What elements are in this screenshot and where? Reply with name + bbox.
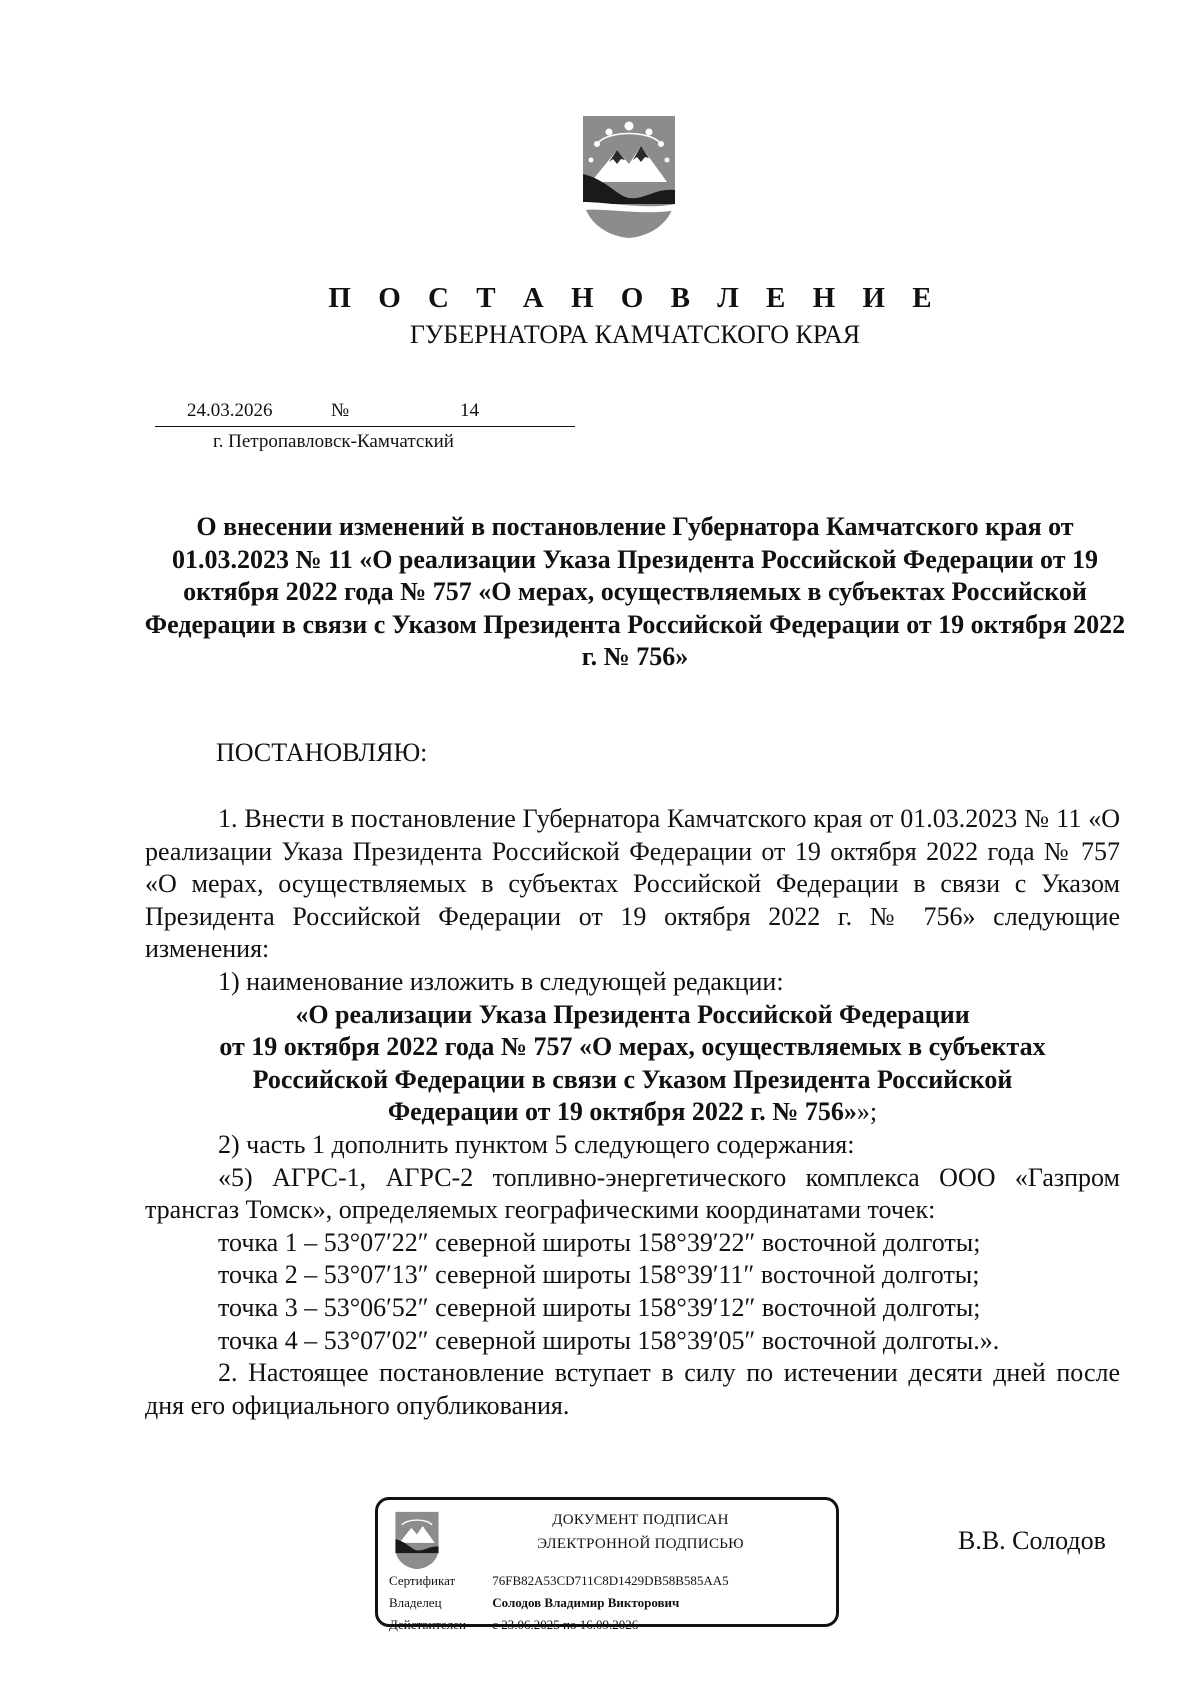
certificate-value: 76FB82A53CD711C8D1429DB58B585AA5 xyxy=(492,1573,729,1588)
paragraph-1-item-3: «5) АГРС-1, АГРС-2 топливно-энергетического комплекса ООО «Газпром трансгаз Томск», определяемых географическими координатами точек: xyxy=(145,1162,1120,1225)
document-body xyxy=(145,803,1120,1422)
signer-name: В.В. Солодов xyxy=(958,1526,1106,1555)
registration-city: г. Петропавловск-Камчатский xyxy=(213,431,454,452)
document-subtitle: ГУБЕРНАТОРА КАМЧАТСКОГО КРАЯ xyxy=(409,320,861,349)
validity-label: Действителен xyxy=(389,1617,466,1632)
kamchatka-emblem-icon xyxy=(577,112,681,240)
registration-number: 14 xyxy=(460,400,479,421)
paragraph-1-item-2: 2) часть 1 дополнить пунктом 5 следующего содержания: xyxy=(218,1129,855,1159)
stamp-heading-1: ДОКУМЕНТ ПОДПИСАН xyxy=(552,1512,729,1528)
stamp-emblem-icon xyxy=(392,1510,442,1570)
paragraph-1-item-1: 1) наименование изложить в следующей редакции: xyxy=(218,966,784,996)
document-heading: О внесении изменений в постановление Губернатора Камчатского края от 01.03.2023 № 11 «О реализации Указа Президента Российской Федерации от 19 октября 2022 года № 757 «О мерах, осуществляемых в субъектах Российской Федерации в связи с Указом Президента Российской Федерации от 19 октября 2022 г. № 756» xyxy=(144,512,1126,671)
certificate-label: Сертификат xyxy=(389,1573,456,1588)
validity-value: с 23.06.2025 по 16.09.2026 xyxy=(492,1617,639,1632)
quoted-title-line-1: «О реализации Указа Президента Российской Федерации xyxy=(295,999,970,1029)
quoted-title-line-4 xyxy=(145,1096,1120,1129)
owner-value: Солодов Владимир Викторович xyxy=(492,1595,680,1610)
electronic-signature-stamp xyxy=(375,1497,839,1632)
coordinate-point-1: точка 1 – 53°07′22″ северной широты 158°39′22″ восточной долготы; xyxy=(218,1227,981,1257)
coordinate-point-4: точка 4 – 53°07′02″ северной широты 158°39′05″ восточной долготы.». xyxy=(218,1325,1000,1355)
certificate-row xyxy=(389,1573,729,1589)
paragraph-1: 1. Внести в постановление Губернатора Камчатского края от 01.03.2023 № 11 «О реализации Указа Президента Российской Федерации от 19 октября 2022 года № 757 «О мерах, осуществляемых в субъектах Российской Федерации в связи с Указом Президента Российской Федерации от 19 октября 2022 г. № 756» следующие изменения: xyxy=(145,804,1120,964)
quoted-title-tail: »; xyxy=(856,1097,878,1127)
quoted-title-line-3: Российской Федерации в связи с Указом Президента Российской xyxy=(252,1064,1013,1094)
coordinate-point-2: точка 2 – 53°07′13″ северной широты 158°39′11″ восточной долготы; xyxy=(218,1260,980,1290)
owner-row xyxy=(389,1595,679,1611)
stamp-heading-2: ЭЛЕКТРОННОЙ ПОДПИСЬЮ xyxy=(537,1536,744,1552)
registration-number-label: № xyxy=(331,400,350,421)
decree-word: ПОСТАНОВЛЯЮ: xyxy=(216,738,428,767)
quoted-title-line-2: от 19 октября 2022 года № 757 «О мерах, осуществляемых в субъектах xyxy=(219,1032,1046,1062)
quoted-title-line-4-text: Федерации от 19 октября 2022 г. № 756» xyxy=(387,1097,857,1127)
document-title: П О С Т А Н О В Л Е Н И Е xyxy=(328,282,942,314)
validity-row xyxy=(389,1617,638,1633)
registration-date: 24.03.2026 xyxy=(187,400,273,421)
registration-line xyxy=(155,400,575,427)
coordinate-point-3: точка 3 – 53°06′52″ северной широты 158°39′12″ восточной долготы; xyxy=(218,1292,981,1322)
paragraph-2: 2. Настоящее постановление вступает в силу по истечении десяти дней после дня его официального опубликования. xyxy=(145,1358,1120,1420)
owner-label: Владелец xyxy=(389,1595,442,1610)
